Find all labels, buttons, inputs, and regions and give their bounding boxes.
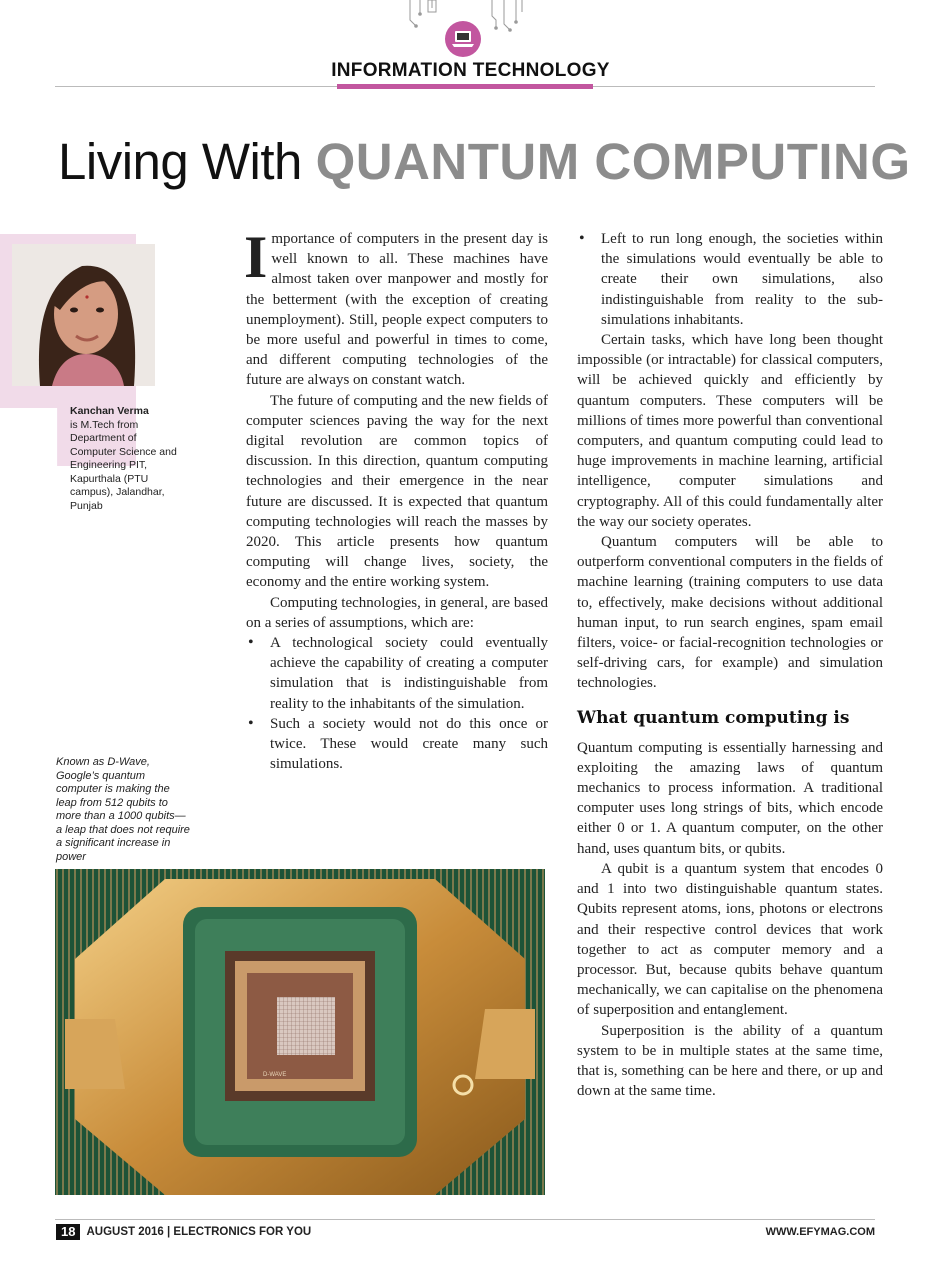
footer-website: WWW.EFYMAG.COM	[765, 1226, 875, 1238]
footer-issue	[56, 1224, 311, 1240]
drop-cap: I	[244, 224, 268, 290]
paragraph: Superposition is the ability of a quantum system to be in multiple states at the same time, that is, something can be here and there, or up and down at the same time.	[577, 1022, 883, 1100]
list-item: • Left to run long enough, the societies within the simulations would eventually be able to create their own simulations, also indistinguishable from reality to the sub-simulations inhabitants.	[577, 229, 883, 330]
footer-rule	[55, 1219, 875, 1220]
figure-caption: Known as D-Wave, Google’s quantum computer is making the leap from 512 qubits to more than a 1000 qubits—a leap that does not require a significant increase in power	[56, 756, 190, 863]
section-label: INFORMATION TECHNOLOGY	[331, 60, 610, 81]
author-name: Kanchan Verma	[70, 405, 149, 417]
section-heading: What quantum computing is	[577, 707, 850, 728]
laptop-icon	[444, 20, 482, 58]
paragraph: A qubit is a quantum system that encodes 0 and 1 into two distinguishable quantum states. Qubits represent atoms, ions, photons or electrons and their respective control devices that work together to act as computer memory and a processor. But, because qubits behave quantum mechanically, we can capitalise on the phenomena of superposition and entanglement.	[577, 860, 883, 1019]
author-details: is M.Tech from Department of Computer Science and Engineering PIT, Kapurthala (PTU campus), Jalandhar, Punjab	[70, 418, 177, 512]
paragraph: Quantum computing is essentially harnessing and exploiting the amazing laws of quantum mechanics to process information. A traditional computer uses long strings of bits, which encode either 0 or 1. A quantum computer, on the other hand, uses quantum bits, or qubits.	[577, 739, 883, 857]
title-part1: Living With	[58, 133, 316, 190]
article-column-1	[244, 224, 548, 774]
article-title	[58, 132, 911, 191]
paragraph: Quantum computers will be able to outperform conventional computers in the fields of machine learning (training computers to use data to, effectively, make decisions without additional human input, to run search engines, spam email filters, voice- or facial-recognition technologies or self-driving cars, for example) and simulation technologies.	[577, 534, 883, 692]
issue-label: AUGUST 2016 | ELECTRONICS FOR YOU	[86, 1226, 312, 1238]
paragraph: Computing technologies, in general, are based on a series of assumptions, which are:	[246, 594, 548, 631]
page-number: 18	[56, 1224, 80, 1240]
intro-paragraph: mportance of computers in the present day is well known to all. These machines have almost taken over manpower and mostly for the betterment (with the exception of creating unemployment). Still, people expect computers to be more useful and powerful in times to come, and different computing technologies of the future are always on constant watch.	[246, 231, 548, 389]
assumptions-list-continued	[577, 229, 883, 330]
paragraph: The future of computing and the new fields of computer sciences paving the way for the next digital revolution are common topics of discussion. In this direction, quantum computing technologies and their emergence in the near future are discussed. It is expected that quantum computing technologies will reach the masses by 2020. This article presents how quantum computing will change lives, society, the economy and the entire working system.	[246, 392, 548, 591]
author-photo	[12, 244, 155, 386]
title-part2: QUANTUM COMPUTING	[315, 133, 911, 190]
author-bio	[70, 405, 185, 513]
article-column-2	[577, 229, 883, 1101]
header-accent-bar	[337, 84, 593, 89]
assumptions-list	[246, 633, 548, 774]
paragraph: Certain tasks, which have long been thought impossible (or intractable) for classical computers, will be achieved quickly and efficiently by quantum computers. These computers will be millions of times more powerful than conventional computers, and quantum computing could lead to huge improvements in machine learning, artificial intelligence, computer simulations and cryptography. All of this could fundamentally alter the way our society operates.	[577, 332, 883, 530]
list-item: • A technological society could eventually achieve the capability of creating a computer simulation that is indistinguishable from reality to the inhabitants of the simulation.	[246, 633, 548, 714]
dwave-chip-photo	[55, 869, 545, 1195]
list-item: • Such a society would not do this once or twice. These would create many such simulations.	[246, 714, 548, 775]
svg-text:D-WAVE: D-WAVE	[263, 1072, 287, 1078]
